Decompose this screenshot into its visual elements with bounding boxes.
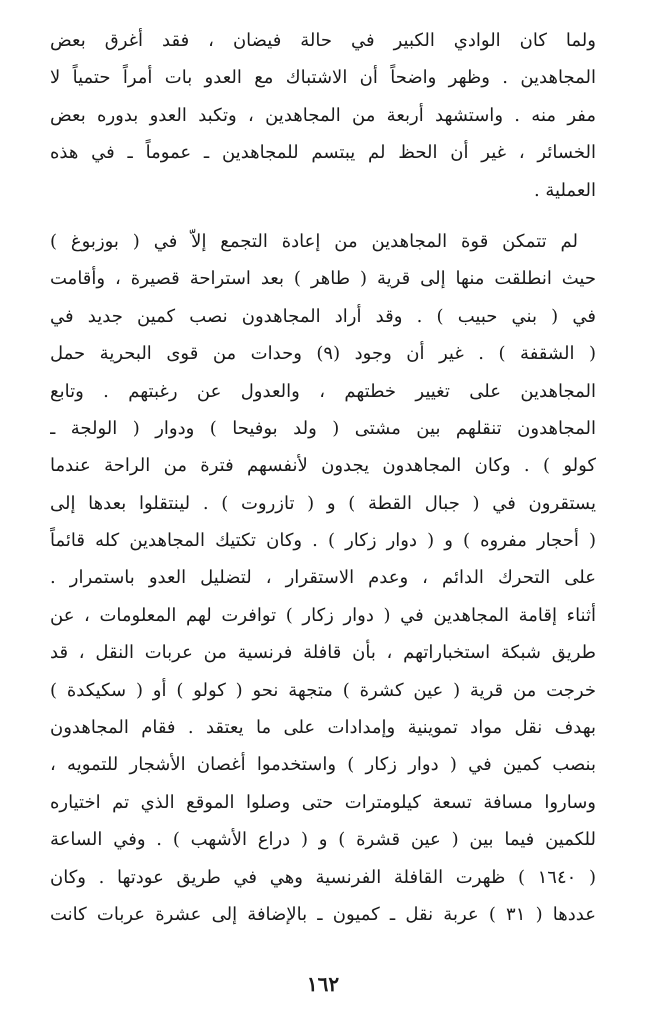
text-line: كولو ) . وكان المجاهدون يجدون لأنفسهم فترة من الراحة عندما xyxy=(50,455,596,477)
text-line: وساروا مسافة تسعة كيلومترات حتى وصلوا الموقع الذي تم اختياره xyxy=(50,791,596,813)
text-line: ( أحجار مفروه ) و ( دوار زكار ) . وكان تكتيك المجاهدين كله قائماً xyxy=(50,530,596,552)
text-line: المجاهدون تنقلهم بين مشتى ( ولد بوفيحا ) ودوار ( الولجة ـ xyxy=(50,417,596,439)
text-line: في ( بني حبيب ) . وقد أراد المجاهدون نصب كمين جديد في xyxy=(50,305,596,327)
text-line: حيث انطلقت منها إلى قرية ( طاهر ) بعد استراحة قصيرة ، وأقامت xyxy=(50,268,596,290)
text-line: أثناء إقامة المجاهدين في ( دوار زكار ) توافرت لهم المعلومات ، عن xyxy=(50,604,596,626)
page-body xyxy=(50,22,596,933)
text-line: يستقرون في ( جبال القطة ) و ( تازروت ) . لينتقلوا بعدها إلى xyxy=(50,492,596,514)
text-line: لم تتمكن قوة المجاهدين من إعادة التجمع إلاّ في ( بوزبوغ ) xyxy=(50,230,578,252)
text-line: للكمين فيما بين ( عين قشرة ) و ( دراع الأشهب ) . وفي الساعة xyxy=(50,829,596,851)
text-line: طريق شبكة استخباراتهم ، بأن قافلة فرنسية من عربات النقل ، قد xyxy=(50,642,596,664)
text-line: عددها ( ٣١ ) عربة نقل ـ كميون ـ بالإضافة إلى عشرة عربات كانت xyxy=(50,903,596,925)
text-line: العملية . xyxy=(533,179,596,201)
paragraph-2 xyxy=(50,223,596,933)
page-number: ١٦٢ xyxy=(306,972,340,996)
text-line: ( ١٦٤٠ ) ظهرت القافلة الفرنسية وهي في طريق عودتها . وكان xyxy=(50,866,596,888)
text-line: الخسائر ، غير أن الحظ لم يبتسم للمجاهدين ـ عموماً ـ في هذه xyxy=(50,142,596,164)
text-line: ( الشقفة ) . غير أن وجود (٩) وحدات من قوى البحرية حمل xyxy=(50,343,596,365)
text-line: على التحرك الدائم ، وعدم الاستقرار ، لتضليل العدو باستمرار . xyxy=(50,567,596,589)
text-line: المجاهدين . وظهر واضحاً أن الاشتباك مع العدو بات أمراً حتمياً لا xyxy=(50,67,596,89)
text-line: المجاهدين على تغيير خطتهم ، والعدول عن رغبتهم . وتابع xyxy=(50,380,596,402)
paragraph-1 xyxy=(50,22,596,209)
paragraph-gap xyxy=(50,209,596,223)
text-line: مفر منه . واستشهد أربعة من المجاهدين ، وتكبد العدو بدوره بعض xyxy=(50,104,596,126)
text-line: ولما كان الوادي الكبير في حالة فيضان ، فقد أغرق بعض xyxy=(50,30,596,51)
text-line: بنصب كمين في ( دوار زكار ) واستخدموا أغصان الأشجار للتمويه ، xyxy=(50,754,596,776)
text-line: خرجت من قرية ( عين كشرة ) متجهة نحو ( كولو ) أو ( سكيكدة ) xyxy=(50,679,596,701)
text-line: بهدف نقل مواد تموينية وإمدادات على ما يعتقد . فقام المجاهدون xyxy=(50,717,596,739)
